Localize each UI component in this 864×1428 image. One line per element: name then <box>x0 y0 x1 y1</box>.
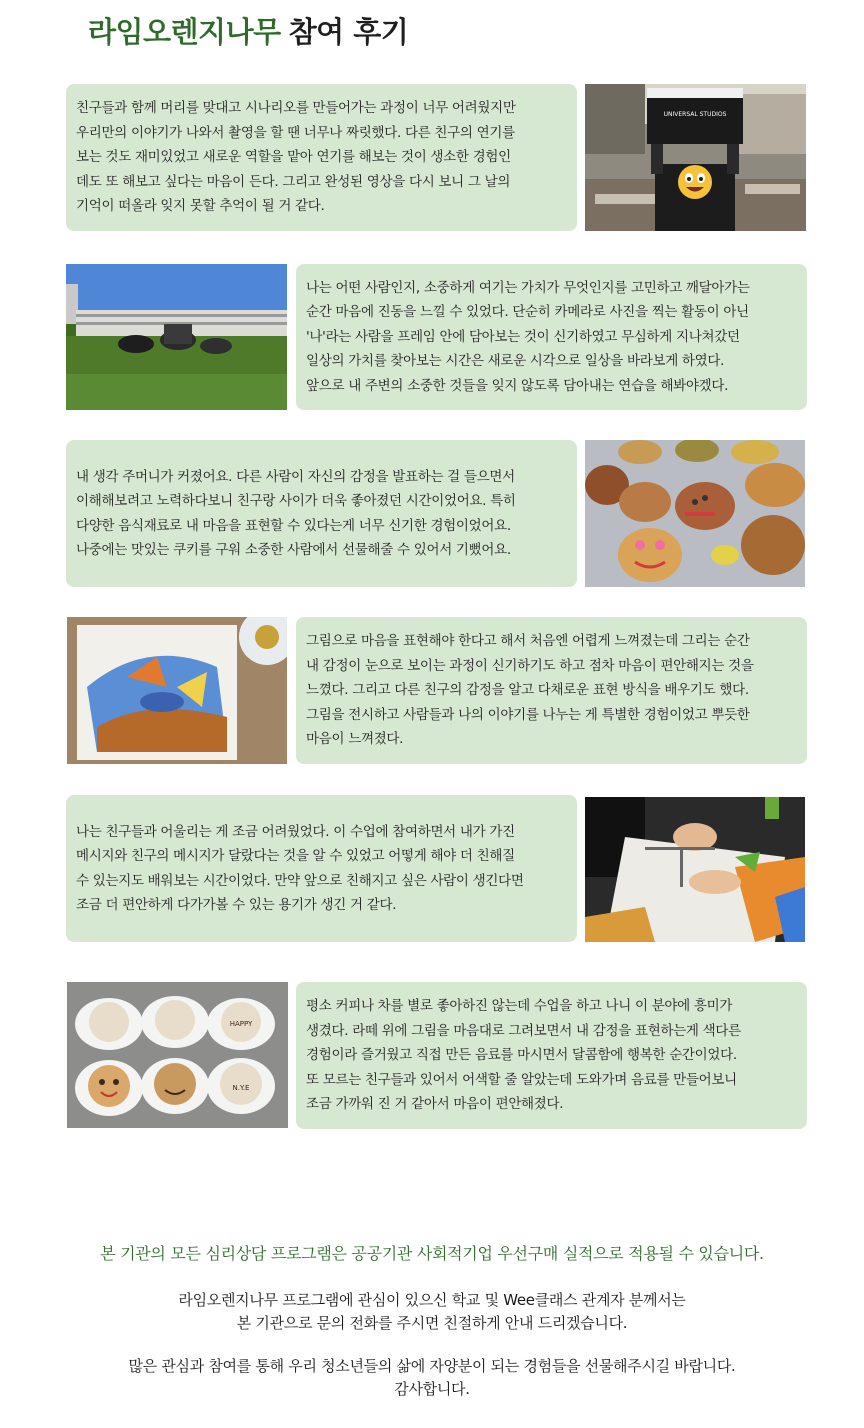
photo-painting <box>67 617 287 764</box>
review-card-6 <box>296 982 807 1129</box>
photo-clapperboard <box>585 84 806 231</box>
photo-field-cameras <box>66 264 287 410</box>
review-card-4 <box>296 617 807 764</box>
photo-drawing-hands <box>585 797 805 942</box>
review-text-1: 친구들과 함께 머리를 맞대고 시나리오를 만들어가는 과정이 너무 어려웠지만 우리만의 이야기가 나와서 촬영을 할 땐 너무나 짜릿했다. 다른 친구의 연기를 보는 것도 재미있었고 새로운 역할을 맡아 연기를 해보는 것이 생소한 경험인 데도 또 해보고 싶다는 마음이 든다. 그리고 완성된 영상을 다시 보니 그 날의 기억이 떠올라 잊지 못할 추억이 될 거 같다. <box>76 100 516 215</box>
review-card-3 <box>66 440 577 587</box>
review-text-5: 나는 친구들과 어울리는 게 조금 어려웠었다. 이 수업에 참여하면서 내가 가진 메시지와 친구의 메시지가 달랐다는 것을 알 수 있었고 어떻게 해야 더 친해질 수 있는지도 배워보는 시간이었다. 만약 앞으로 친해지고 싶은 사람이 생긴다면 조금 더 편안하게 다가가볼 수 있는 용기가 생긴 거 같다. <box>76 823 524 913</box>
review-text-2: 나는 어떤 사람인지, 소중하게 여기는 가치가 무엇인지를 고민하고 깨달아가는 순간 마음에 진동을 느낄 수 있었다. 단순히 카메라로 사진을 찍는 활동이 아닌 '나'라는 사람을 프레임 안에 담아보는 것이 신기하였고 무심하게 지나쳐갔던 일상의 가치를 찾아보는 시간은 새로운 시각으로 일상을 바라보게 하였다. 앞으로 내 주변의 소중한 것들을 잊지 않도록 담아내는 연습을 해봐야겠다. <box>306 279 750 394</box>
contact-message: 라임오렌지나무 프로그램에 관심이 있으신 학교 및 Wee클래스 관계자 분께서는 본 기관으로 문의 전화를 주시면 친절하게 안내 드리겠습니다. <box>178 1291 686 1332</box>
photo-cookies <box>585 440 805 587</box>
latte-text-happy: HAPPY <box>229 1020 253 1028</box>
closing-message: 많은 관심과 참여를 통해 우리 청소년들의 삶에 자양분이 되는 경험들을 선물해주시길 바랍니다. 감사합니다. <box>128 1357 736 1398</box>
review-text-4: 그림으로 마음을 표현해야 한다고 해서 처음엔 어렵게 느껴졌는데 그리는 순간 내 감정이 눈으로 보이는 과정이 신기하기도 하고 점차 마음이 편안해지는 것을 느꼈다. 그리고 다른 친구의 감정을 알고 다채로운 표현 방식을 배우기도 했다. 그림을 전시하고 사람들과 나의 이야기를 나누는 게 특별한 경험이었고 뿌듯한 마음이 느껴졌다. <box>306 633 754 748</box>
review-card-2 <box>296 264 807 410</box>
page-title-brand: 라임오렌지나무 <box>88 15 281 49</box>
review-text-6: 평소 커피나 차를 별로 좋아하진 않는데 수업을 하고 나니 이 분야에 흥미가 생겼다. 라떼 위에 그림을 마음대로 그려보면서 내 감정을 표현하는게 색다른 경험이라 즐거웠고 직접 만든 음료를 마시면서 달콤함에 행복한 순간이었다. 또 모르는 친구들과 있어서 어색할 줄 알았는데 도와가며 음료를 만들어보니 조금 가까워 진 거 같아서 마음이 편안해졌다. <box>306 998 741 1113</box>
review-card-1 <box>66 84 577 231</box>
clapperboard-text: UNIVERSAL STUDIOS <box>663 111 727 118</box>
page-title <box>88 10 408 51</box>
review-text-3: 내 생각 주머니가 커졌어요. 다른 사람이 자신의 감정을 발표하는 걸 들으면서 이해해보려고 노력하다보니 친구랑 사이가 더욱 좋아졌던 시간이었어요. 특히 다양한 음식재료로 내 마음을 표현할 수 있다는게 너무 신기한 경험이었어요. 나중에는 맛있는 쿠키를 구워 소중한 사람에서 선물해줄 수 있어서 기뻤어요. <box>76 468 516 558</box>
latte-text-nye: N.Y.E <box>232 1084 250 1092</box>
review-card-5 <box>66 795 577 942</box>
purchase-notice: 본 기관의 모든 심리상담 프로그램은 공공기관 사회적기업 우선구매 실적으로 적용될 수 있습니다. <box>100 1244 764 1263</box>
page-title-rest: 참여 후기 <box>288 15 409 49</box>
photo-latte-art <box>67 982 288 1128</box>
